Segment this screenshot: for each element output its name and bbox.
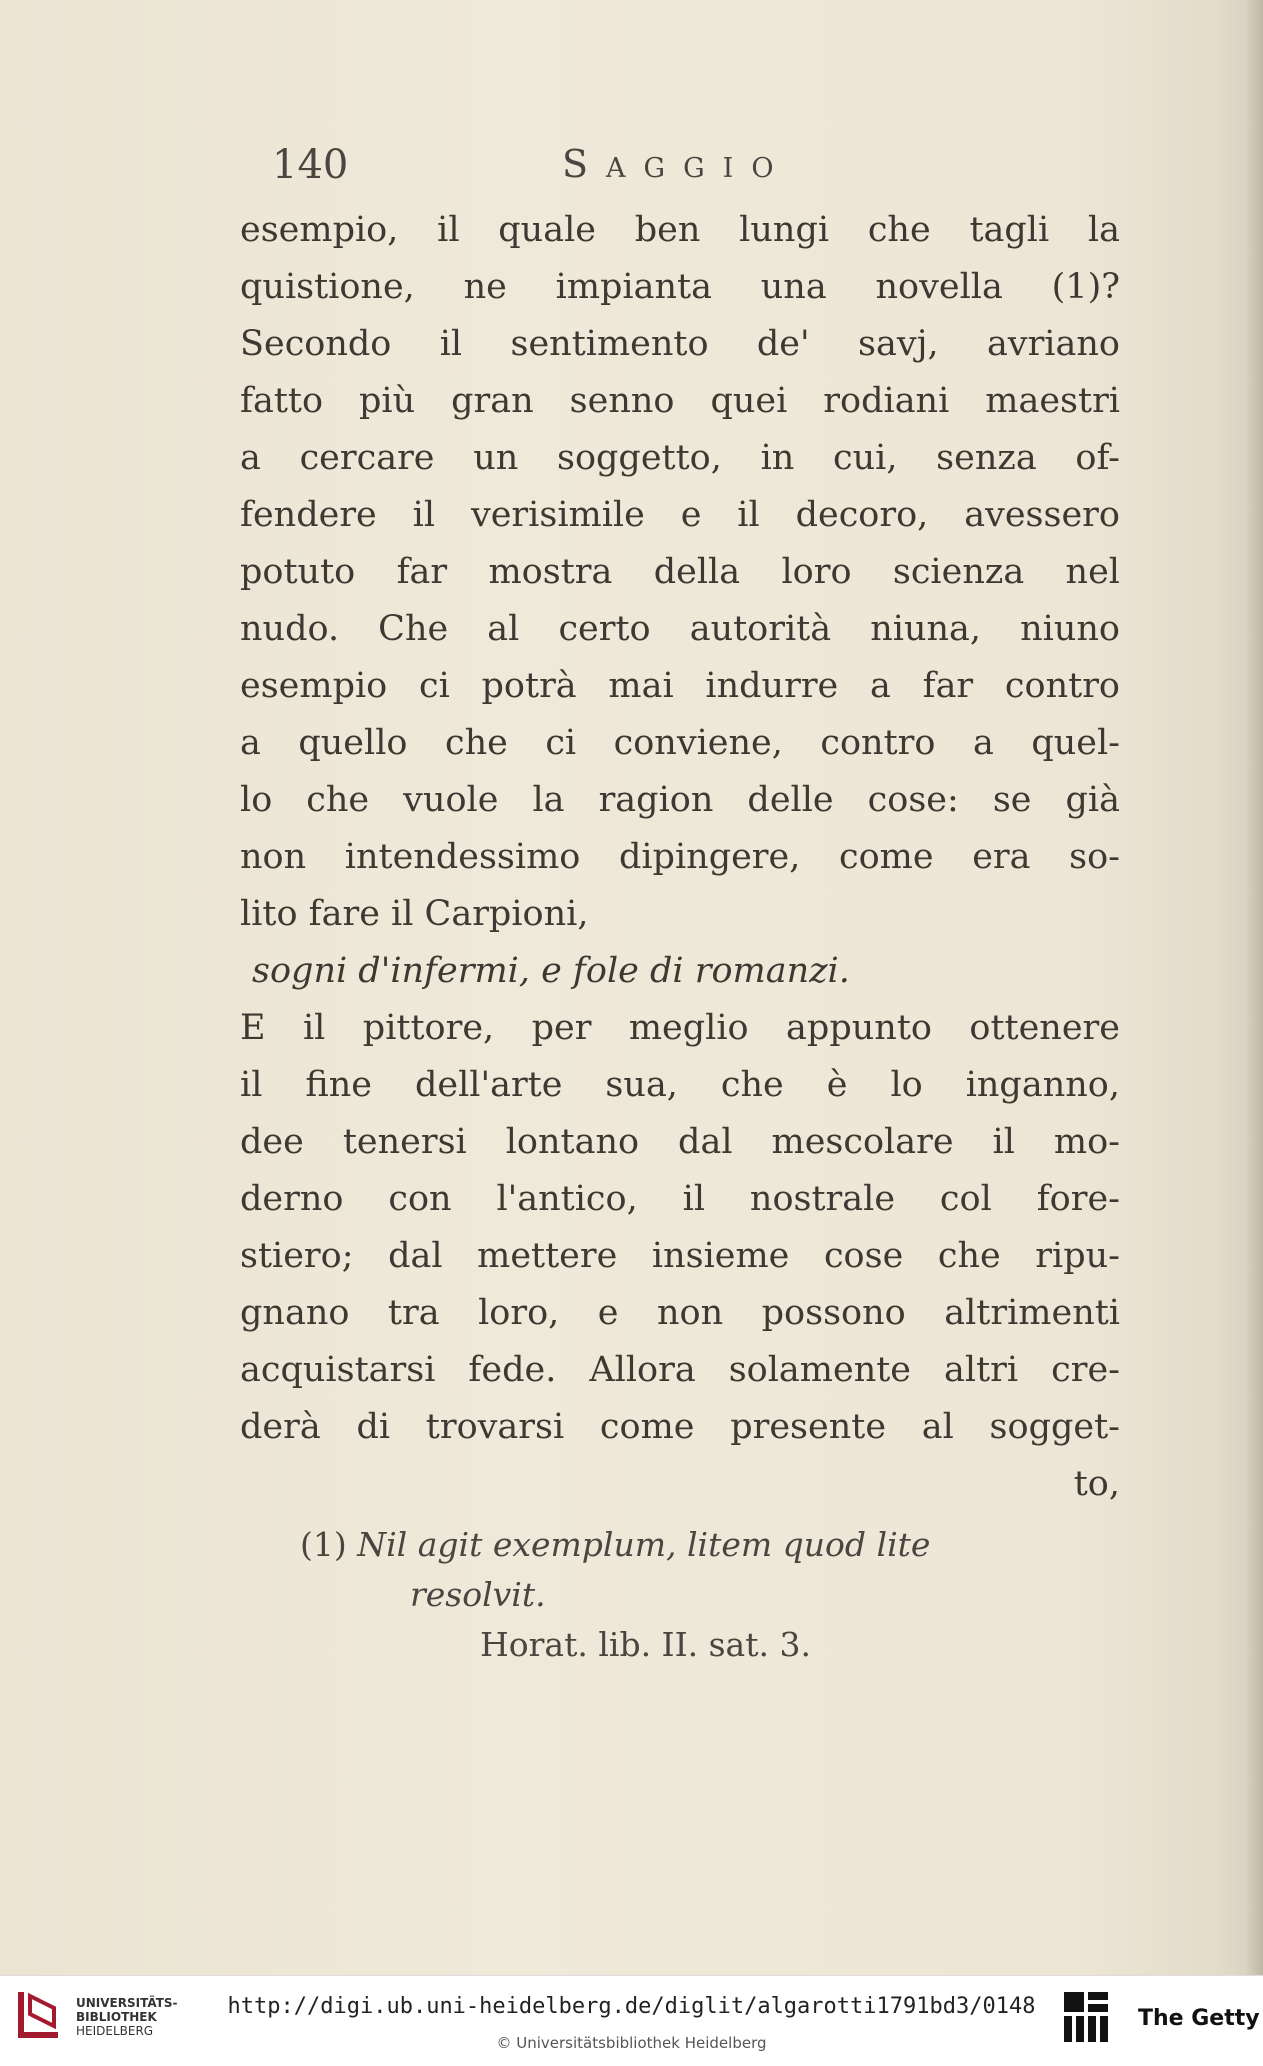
footnote-marker: (1) [300, 1525, 347, 1564]
body-text [240, 202, 1120, 1513]
text-line: a cercare un soggetto, in cui, senza of- [240, 438, 1120, 478]
partner-name: The Getty [1138, 2006, 1260, 2031]
text-line: fatto più gran senno quei rodiani maestri [240, 381, 1120, 421]
text-line: esempio ci potrà mai indurre a far contro [240, 666, 1120, 706]
text-line: non intendessimo dipingere, come era so- [240, 837, 1120, 877]
text-line: lo che vuole la ragion delle cose: se già [240, 780, 1120, 820]
library-name: UNIVERSITÄTS- BIBLIOTHEK HEIDELBERG [76, 1996, 178, 2038]
footnote-citation: Horat. lib. II. sat. 3. [480, 1625, 811, 1664]
catchword: to, [1073, 1464, 1120, 1504]
text-line: il fine dell'arte sua, che è lo inganno, [240, 1065, 1120, 1105]
text-line: gnano tra loro, e non possono altrimenti [240, 1293, 1120, 1333]
text-line: nudo. Che al certo autorità niuna, niuno [240, 609, 1120, 649]
text-line: acquistarsi fede. Allora solamente altri cre- [240, 1350, 1120, 1390]
text-line: potuto far mostra della loro scienza nel [240, 552, 1120, 592]
text-line: stiero; dal mettere insieme cose che ripu- [240, 1236, 1120, 1276]
page-number: 140 [272, 142, 349, 188]
quote-line: sogni d'infermi, e fole di romanzi. [252, 951, 850, 991]
text-line: esempio, il quale ben lungi che tagli la [240, 210, 1120, 250]
text-line: derà di trovarsi come presente al sogget- [240, 1407, 1120, 1447]
footnote-line-2: resolvit. [410, 1575, 546, 1614]
viewer-footer [0, 1975, 1263, 2066]
text-line: dee tenersi lontano dal mescolare il mo- [240, 1122, 1120, 1162]
footnote-line-1 [300, 1520, 1100, 1570]
text-line: Secondo il sentimento de' savj, avriano [240, 324, 1120, 364]
permalink-url[interactable]: http://digi.ub.uni-heidelberg.de/diglit/algarotti1791bd3/0148 [227, 1994, 1036, 2019]
text-line: a quello che ci conviene, contro a quel- [240, 723, 1120, 763]
footnote [300, 1520, 1100, 1670]
running-head: Saggio [562, 142, 792, 186]
text-line: fendere il verisimile e il decoro, avessero [240, 495, 1120, 535]
text-line: lito fare il Carpioni, [240, 894, 589, 934]
text-line: E il pittore, per meglio appunto ottenere [240, 1008, 1120, 1048]
getty-logo-icon [1062, 1990, 1112, 2046]
text-line: derno con l'antico, il nostrale col fore- [240, 1179, 1120, 1219]
text-line: quistione, ne impianta una novella (1)? [240, 267, 1120, 307]
page-header [272, 142, 1132, 202]
copyright-notice: © Universitätsbibliothek Heidelberg [496, 2034, 767, 2052]
footnote-text: Nil agit exemplum, litem quod lite [357, 1525, 931, 1564]
